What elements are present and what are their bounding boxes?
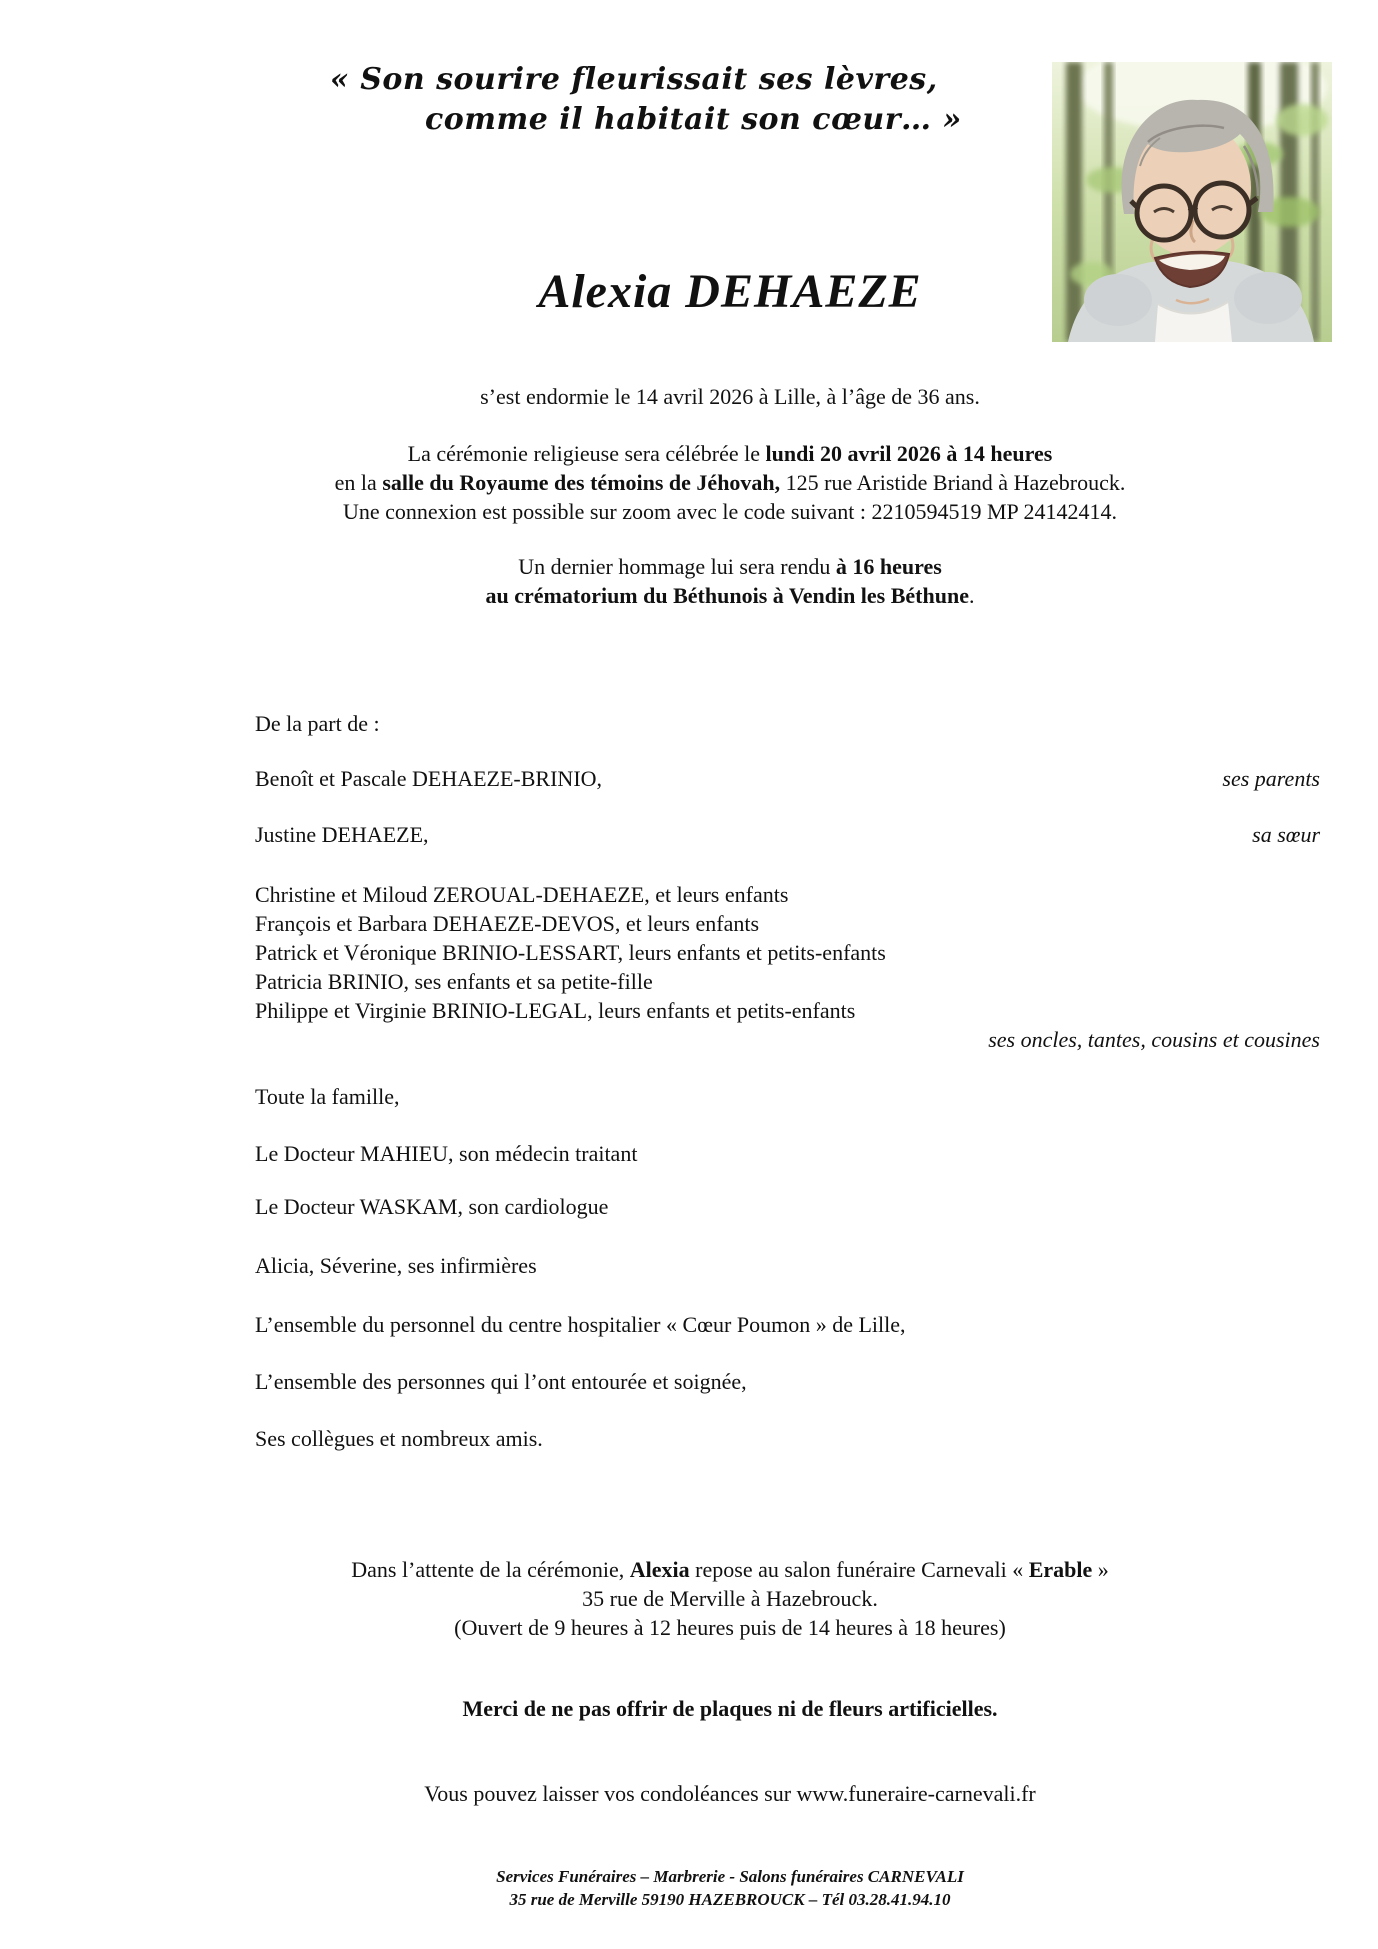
memorial-quote-line-2: comme il habitait son cœur… » bbox=[425, 102, 962, 137]
resting-line-1: Dans l’attente de la cérémonie, Alexia repose au salon funéraire Carnevali « Erable » bbox=[351, 1557, 1109, 1582]
deceased-name-title: Alexia DEHAEZE bbox=[538, 265, 922, 318]
ceremony-line-3: Une connexion est possible sur zoom avec le code suivant : 2210594519 MP 24142414. bbox=[343, 499, 1117, 524]
relative-relation-sister: sa sœur bbox=[1252, 822, 1320, 847]
family-list-item: Patrick et Véronique BRINIO-LESSART, leurs enfants et petits-enfants bbox=[255, 940, 886, 965]
homage-details bbox=[140, 552, 1320, 610]
condolences-line: Vous pouvez laisser vos condoléances sur www.funeraire-carnevali.fr bbox=[424, 1781, 1036, 1806]
mourner-line: L’ensemble des personnes qui l’ont entourée et soignée, bbox=[255, 1369, 747, 1394]
resting-line-3: (Ouvert de 9 heures à 12 heures puis de 14 heures à 18 heures) bbox=[454, 1615, 1006, 1640]
mourner-line: Le Docteur MAHIEU, son médecin traitant bbox=[255, 1141, 638, 1166]
ceremony-line-1: La cérémonie religieuse sera célébrée le lundi 20 avril 2026 à 14 heures bbox=[407, 441, 1053, 466]
family-list-item: Patricia BRINIO, ses enfants et sa petite-fille bbox=[255, 969, 653, 994]
homage-line-1: Un dernier hommage lui sera rendu à 16 heures bbox=[518, 554, 942, 579]
family-relation-label: ses oncles, tantes, cousins et cousines bbox=[988, 1027, 1320, 1052]
mourner-line: Ses collègues et nombreux amis. bbox=[255, 1426, 543, 1451]
family-list bbox=[255, 880, 886, 1025]
ceremony-details bbox=[140, 439, 1320, 526]
relative-name-sister: Justine DEHAEZE, bbox=[255, 822, 429, 847]
mourner-line: Alicia, Séverine, ses infirmières bbox=[255, 1253, 537, 1278]
family-list-item: Christine et Miloud ZEROUAL-DEHAEZE, et leurs enfants bbox=[255, 882, 789, 907]
footer-line-1: Services Funéraires – Marbrerie - Salons funéraires CARNEVALI bbox=[496, 1867, 964, 1886]
death-notice-line: s’est endormie le 14 avril 2026 à Lille, à l’âge de 36 ans. bbox=[480, 384, 980, 409]
family-list-item: François et Barbara DEHAEZE-DEVOS, et leurs enfants bbox=[255, 911, 760, 936]
from-heading: De la part de : bbox=[255, 711, 380, 736]
footer-line-2: 35 rue de Merville 59190 HAZEBROUCK – Tél 03.28.41.94.10 bbox=[509, 1890, 951, 1909]
ceremony-line-2: en la salle du Royaume des témoins de Jéhovah, 125 rue Aristide Briand à Hazebrouck. bbox=[334, 470, 1126, 495]
family-list-item: Philippe et Virginie BRINIO-LEGAL, leurs enfants et petits-enfants bbox=[255, 998, 856, 1023]
no-flowers-notice: Merci de ne pas offrir de plaques ni de fleurs artificielles. bbox=[462, 1696, 998, 1721]
resting-details bbox=[140, 1555, 1320, 1642]
mourner-line: L’ensemble du personnel du centre hospitalier « Cœur Poumon » de Lille, bbox=[255, 1312, 906, 1337]
relative-name-parents: Benoît et Pascale DEHAEZE-BRINIO, bbox=[255, 766, 603, 791]
mourner-line: Toute la famille, bbox=[255, 1084, 400, 1109]
homage-line-2: au crématorium du Béthunois à Vendin les Béthune. bbox=[485, 583, 975, 608]
resting-line-2: 35 rue de Merville à Hazebrouck. bbox=[582, 1586, 878, 1611]
memorial-quote-line-1: « Son sourire fleurissait ses lèvres, bbox=[330, 62, 938, 97]
funeral-home-footer bbox=[140, 1865, 1320, 1911]
mourner-line: Le Docteur WASKAM, son cardiologue bbox=[255, 1194, 609, 1219]
relative-relation-parents: ses parents bbox=[1222, 766, 1320, 791]
